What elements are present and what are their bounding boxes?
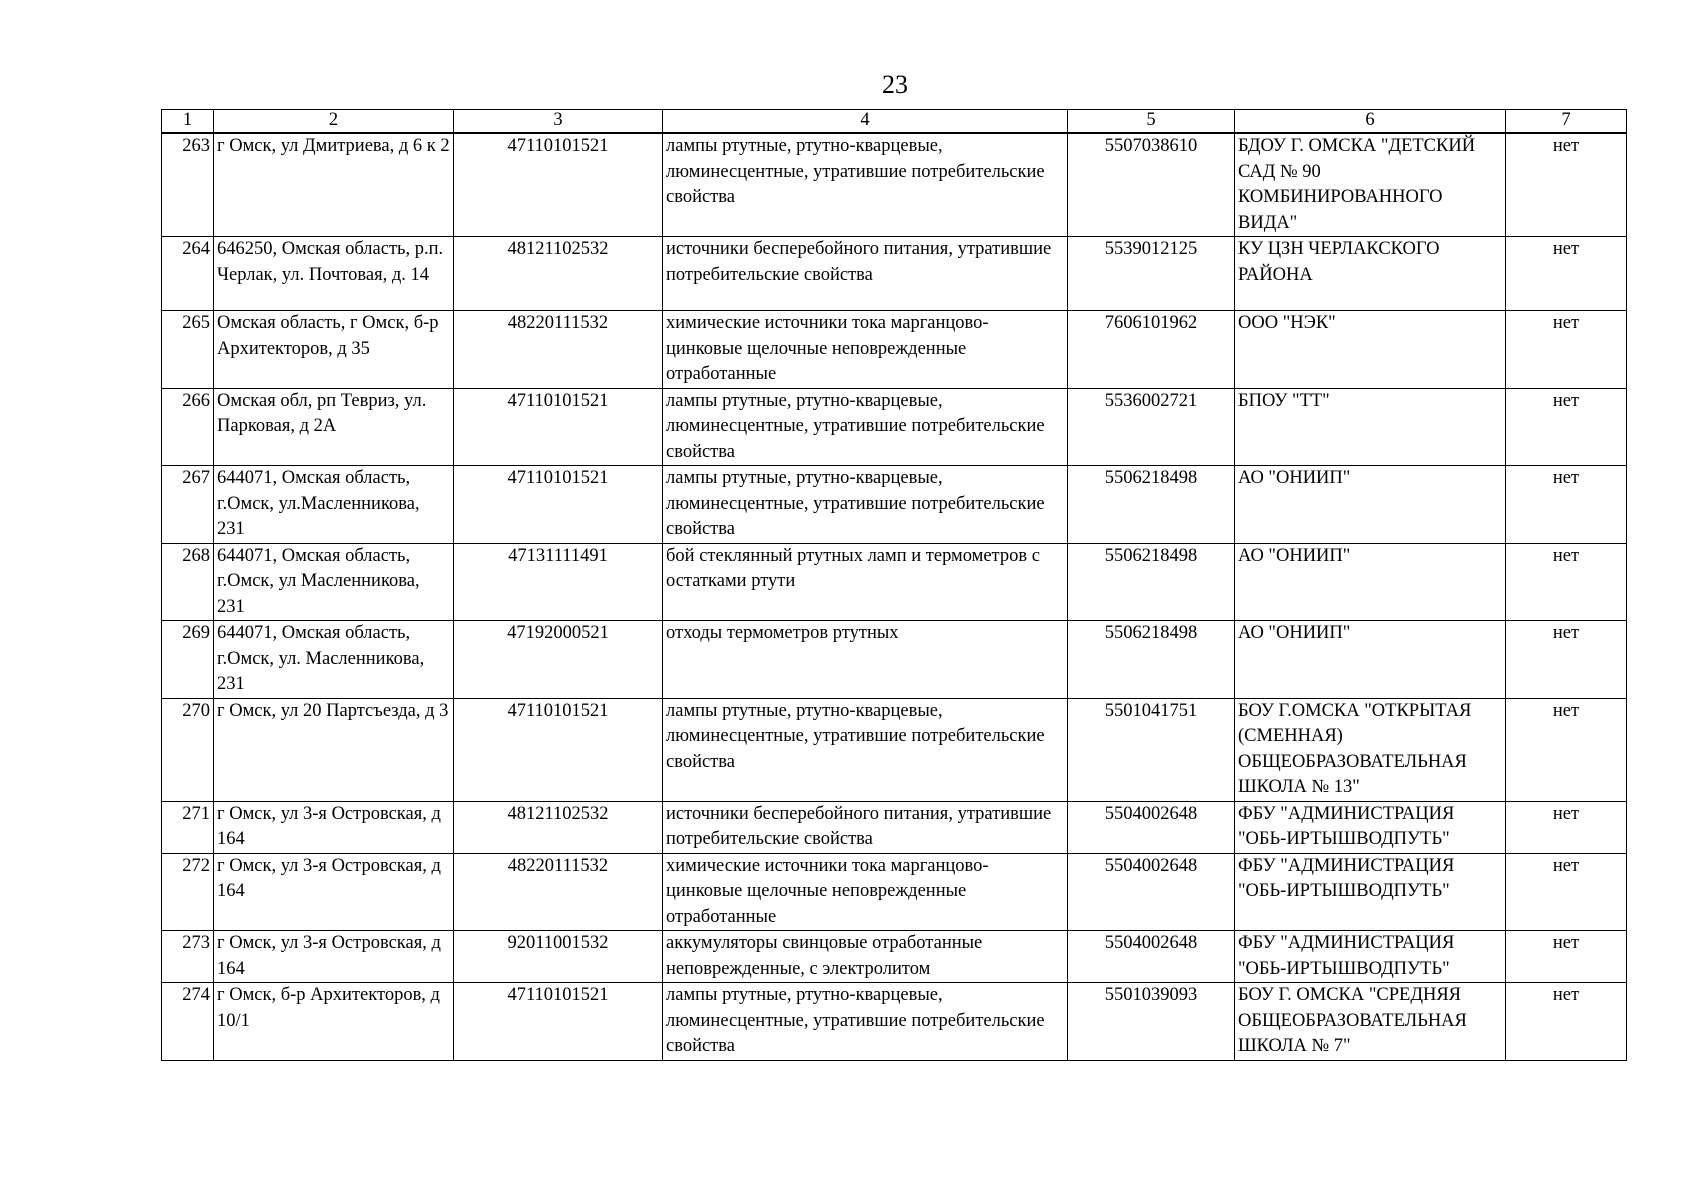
- registry-table: [161, 109, 1627, 1061]
- address-cell: 644071, Омская область, г.Омск, ул.Масленникова, 231: [214, 466, 454, 544]
- inn-cell: 5506218498: [1068, 621, 1235, 699]
- column-header-1: 1: [162, 110, 214, 134]
- waste-code-cell: 48220111532: [454, 853, 663, 931]
- column-header-5: 5: [1068, 110, 1235, 134]
- inn-cell: 7606101962: [1068, 311, 1235, 389]
- column-header-2: 2: [214, 110, 454, 134]
- column-header-3: 3: [454, 110, 663, 134]
- row-number: 267: [162, 466, 214, 544]
- row-number: 268: [162, 543, 214, 621]
- row-number: 264: [162, 237, 214, 311]
- table-row: [162, 237, 1627, 311]
- inn-cell: 5504002648: [1068, 801, 1235, 853]
- organization-cell: АО "ОНИИП": [1235, 466, 1506, 544]
- organization-cell: ООО "НЭК": [1235, 311, 1506, 389]
- waste-code-cell: 47110101521: [454, 466, 663, 544]
- waste-name-cell: аккумуляторы свинцовые отработанные неповрежденные, с электролитом: [663, 931, 1068, 983]
- waste-code-cell: 48220111532: [454, 311, 663, 389]
- flag-cell: нет: [1506, 983, 1627, 1061]
- organization-cell: ФБУ "АДМИНИСТРАЦИЯ "ОБЬ-ИРТЫШВОДПУТЬ": [1235, 853, 1506, 931]
- waste-code-cell: 47192000521: [454, 621, 663, 699]
- row-number: 272: [162, 853, 214, 931]
- inn-cell: 5504002648: [1068, 853, 1235, 931]
- flag-cell: нет: [1506, 801, 1627, 853]
- row-number: 271: [162, 801, 214, 853]
- inn-cell: 5506218498: [1068, 466, 1235, 544]
- inn-cell: 5536002721: [1068, 388, 1235, 466]
- row-number: 270: [162, 698, 214, 801]
- waste-name-cell: источники бесперебойного питания, утратившие потребительские свойства: [663, 801, 1068, 853]
- table-row: [162, 543, 1627, 621]
- waste-name-cell: химические источники тока марганцово-цинковые щелочные неповрежденные отработанные: [663, 853, 1068, 931]
- row-number: 263: [162, 133, 214, 237]
- flag-cell: нет: [1506, 543, 1627, 621]
- flag-cell: нет: [1506, 466, 1627, 544]
- waste-code-cell: 47110101521: [454, 133, 663, 237]
- flag-cell: нет: [1506, 388, 1627, 466]
- table-row: [162, 311, 1627, 389]
- row-number: 269: [162, 621, 214, 699]
- waste-code-cell: 47110101521: [454, 698, 663, 801]
- inn-cell: 5539012125: [1068, 237, 1235, 311]
- table-row: [162, 853, 1627, 931]
- organization-cell: ФБУ "АДМИНИСТРАЦИЯ "ОБЬ-ИРТЫШВОДПУТЬ": [1235, 801, 1506, 853]
- table-row: [162, 466, 1627, 544]
- page-number: 23: [882, 70, 908, 99]
- organization-cell: БОУ Г.ОМСКА "ОТКРЫТАЯ (СМЕННАЯ) ОБЩЕОБРАЗОВАТЕЛЬНАЯ ШКОЛА № 13": [1235, 698, 1506, 801]
- column-header-4: 4: [663, 110, 1068, 134]
- organization-cell: БОУ Г. ОМСКА "СРЕДНЯЯ ОБЩЕОБРАЗОВАТЕЛЬНАЯ ШКОЛА № 7": [1235, 983, 1506, 1061]
- organization-cell: БПОУ "ТТ": [1235, 388, 1506, 466]
- address-cell: г Омск, ул 3-я Островская, д 164: [214, 931, 454, 983]
- waste-name-cell: лампы ртутные, ртутно-кварцевые, люминесцентные, утратившие потребительские свойства: [663, 698, 1068, 801]
- address-cell: Омская обл, рп Тевриз, ул. Парковая, д 2А: [214, 388, 454, 466]
- address-cell: г Омск, ул Дмитриева, д 6 к 2: [214, 133, 454, 237]
- address-cell: Омская область, г Омск, б-р Архитекторов, д 35: [214, 311, 454, 389]
- table-row: [162, 621, 1627, 699]
- table-row: [162, 931, 1627, 983]
- inn-cell: 5507038610: [1068, 133, 1235, 237]
- waste-name-cell: лампы ртутные, ртутно-кварцевые, люминесцентные, утратившие потребительские свойства: [663, 133, 1068, 237]
- inn-cell: 5501039093: [1068, 983, 1235, 1061]
- address-cell: г Омск, ул 20 Партсъезда, д 3: [214, 698, 454, 801]
- waste-name-cell: лампы ртутные, ртутно-кварцевые, люминесцентные, утратившие потребительские свойства: [663, 388, 1068, 466]
- organization-cell: БДОУ Г. ОМСКА "ДЕТСКИЙ САД № 90 КОМБИНИРОВАННОГО ВИДА": [1235, 133, 1506, 237]
- table-row: [162, 133, 1627, 237]
- flag-cell: нет: [1506, 853, 1627, 931]
- address-cell: 646250, Омская область, р.п. Черлак, ул. Почтовая, д. 14: [214, 237, 454, 311]
- inn-cell: 5501041751: [1068, 698, 1235, 801]
- flag-cell: нет: [1506, 133, 1627, 237]
- flag-cell: нет: [1506, 698, 1627, 801]
- flag-cell: нет: [1506, 621, 1627, 699]
- organization-cell: АО "ОНИИП": [1235, 543, 1506, 621]
- waste-name-cell: источники бесперебойного питания, утратившие потребительские свойства: [663, 237, 1068, 311]
- flag-cell: нет: [1506, 311, 1627, 389]
- address-cell: 644071, Омская область, г.Омск, ул. Масленникова, 231: [214, 621, 454, 699]
- address-cell: г Омск, ул 3-я Островская, д 164: [214, 801, 454, 853]
- inn-cell: 5504002648: [1068, 931, 1235, 983]
- table-row: [162, 388, 1627, 466]
- organization-cell: АО "ОНИИП": [1235, 621, 1506, 699]
- waste-name-cell: лампы ртутные, ртутно-кварцевые, люминесцентные, утратившие потребительские свойства: [663, 983, 1068, 1061]
- waste-name-cell: отходы термометров ртутных: [663, 621, 1068, 699]
- row-number: 273: [162, 931, 214, 983]
- flag-cell: нет: [1506, 931, 1627, 983]
- column-header-7: 7: [1506, 110, 1627, 134]
- waste-name-cell: химические источники тока марганцово-цинковые щелочные неповрежденные отработанные: [663, 311, 1068, 389]
- inn-cell: 5506218498: [1068, 543, 1235, 621]
- table-row: [162, 983, 1627, 1061]
- row-number: 265: [162, 311, 214, 389]
- address-cell: 644071, Омская область, г.Омск, ул Масленникова, 231: [214, 543, 454, 621]
- header-row: [162, 110, 1627, 134]
- waste-code-cell: 48121102532: [454, 237, 663, 311]
- waste-name-cell: лампы ртутные, ртутно-кварцевые, люминесцентные, утратившие потребительские свойства: [663, 466, 1068, 544]
- address-cell: г Омск, ул 3-я Островская, д 164: [214, 853, 454, 931]
- waste-name-cell: бой стеклянный ртутных ламп и термометров с остатками ртути: [663, 543, 1068, 621]
- row-number: 266: [162, 388, 214, 466]
- row-number: 274: [162, 983, 214, 1061]
- waste-code-cell: 47110101521: [454, 983, 663, 1061]
- address-cell: г Омск, б-р Архитекторов, д 10/1: [214, 983, 454, 1061]
- flag-cell: нет: [1506, 237, 1627, 311]
- waste-code-cell: 92011001532: [454, 931, 663, 983]
- waste-code-cell: 47110101521: [454, 388, 663, 466]
- table-row: [162, 801, 1627, 853]
- column-header-6: 6: [1235, 110, 1506, 134]
- organization-cell: КУ ЦЗН ЧЕРЛАКСКОГО РАЙОНА: [1235, 237, 1506, 311]
- organization-cell: ФБУ "АДМИНИСТРАЦИЯ "ОБЬ-ИРТЫШВОДПУТЬ": [1235, 931, 1506, 983]
- waste-code-cell: 47131111491: [454, 543, 663, 621]
- waste-code-cell: 48121102532: [454, 801, 663, 853]
- table-row: [162, 698, 1627, 801]
